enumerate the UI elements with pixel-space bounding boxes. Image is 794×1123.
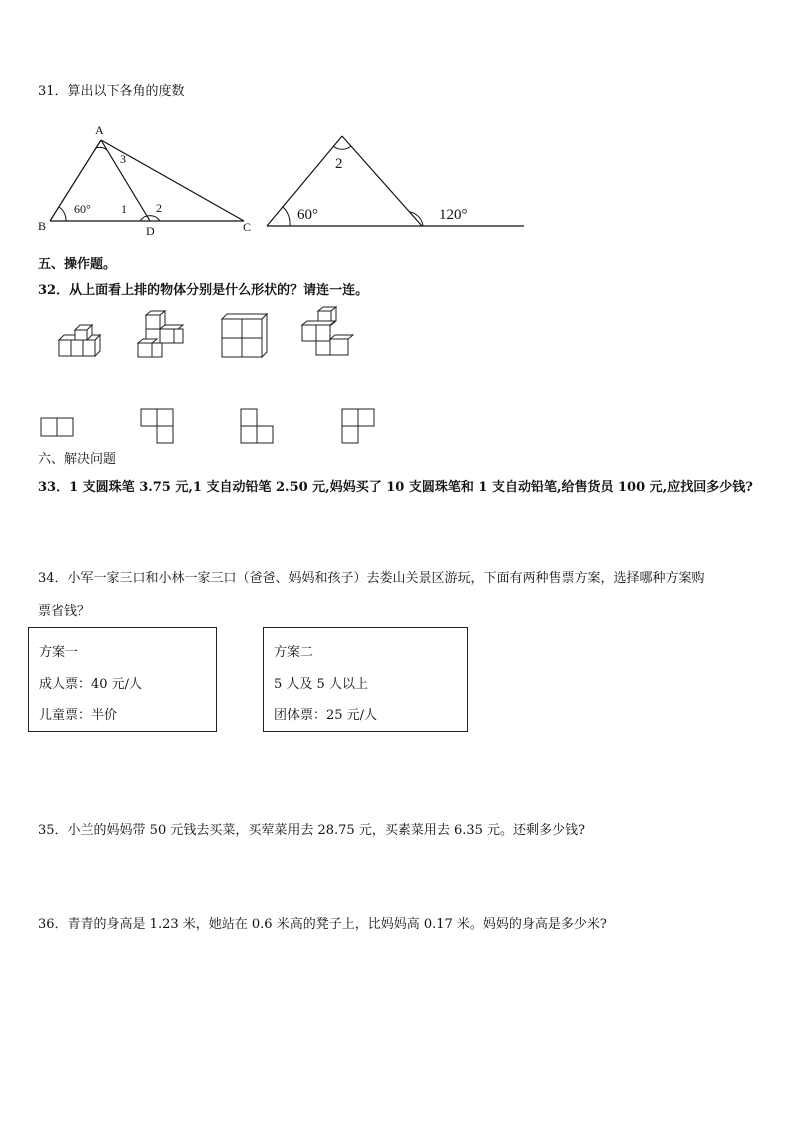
plan-1-box — [28, 627, 217, 732]
view-shape-4 — [341, 408, 377, 446]
q34-line2: 票省钱？ — [38, 604, 91, 619]
plan-2-title: 方案二 — [274, 645, 314, 660]
q32-title: 32．从上面看上排的物体分别是什么形状的？请连一连。 — [38, 283, 369, 298]
q36-text: 36．青青的身高是 1.23 米，她站在 0.6 米高的凳子上，比妈妈高 0.17 米。妈妈的身高是多少米? — [38, 917, 607, 932]
cube-figure-3 — [218, 312, 268, 360]
angle-b-label: 60° — [74, 202, 91, 216]
q31-title: 31．算出以下各角的度数 — [38, 84, 185, 99]
q34-line1: 34．小军一家三口和小林一家三口（爸爸、妈妈和孩子）去娄山关景区游玩，下面有两种售票方案，选择哪种方案购 — [38, 571, 705, 586]
plan-2-condition: 5 人及 5 人以上 — [274, 677, 368, 692]
section-5-heading: 五、操作题。 — [38, 257, 117, 272]
section-6-heading: 六、解决问题 — [38, 452, 117, 467]
q35-text: 35．小兰的妈妈带 50 元钱去买菜，买荤菜用去 28.75 元，买素菜用去 6.35 元。还剩多少钱? — [38, 823, 586, 838]
plan-1-adult: 成人票：40 元/人 — [39, 677, 143, 692]
angle-60-label-fig2: 60° — [297, 207, 318, 223]
vertex-d-label: D — [146, 224, 155, 238]
cube-figure-1 — [55, 322, 105, 362]
angle-2-label-fig2: 2 — [335, 156, 343, 172]
view-shape-1 — [40, 417, 76, 439]
angle-3-label: 3 — [120, 152, 126, 166]
plan-2-box — [263, 627, 468, 732]
plan-1-title: 方案一 — [39, 645, 79, 660]
angle-1-label: 1 — [121, 202, 127, 216]
triangle-figure-1 — [30, 120, 260, 240]
vertex-c-label: C — [243, 220, 252, 234]
vertex-b-label: B — [38, 219, 47, 233]
angle-2-label: 2 — [156, 201, 162, 215]
cube-figure-4 — [298, 305, 354, 361]
view-shape-3 — [240, 408, 276, 446]
view-shape-2 — [140, 408, 176, 446]
cube-figure-2 — [135, 310, 190, 362]
vertex-a-label: A — [95, 123, 104, 137]
angle-120-label-fig2: 120° — [439, 207, 468, 223]
plan-1-child: 儿童票：半价 — [39, 708, 118, 723]
q33-text: 33．1 支圆珠笔 3.75 元,1 支自动铅笔 2.50 元,妈妈买了 10 支圆珠笔和 1 支自动铅笔,给售货员 100 元,应找回多少钱? — [38, 480, 753, 495]
plan-2-group: 团体票：25 元/人 — [274, 708, 378, 723]
triangle-figure-2 — [262, 125, 527, 235]
